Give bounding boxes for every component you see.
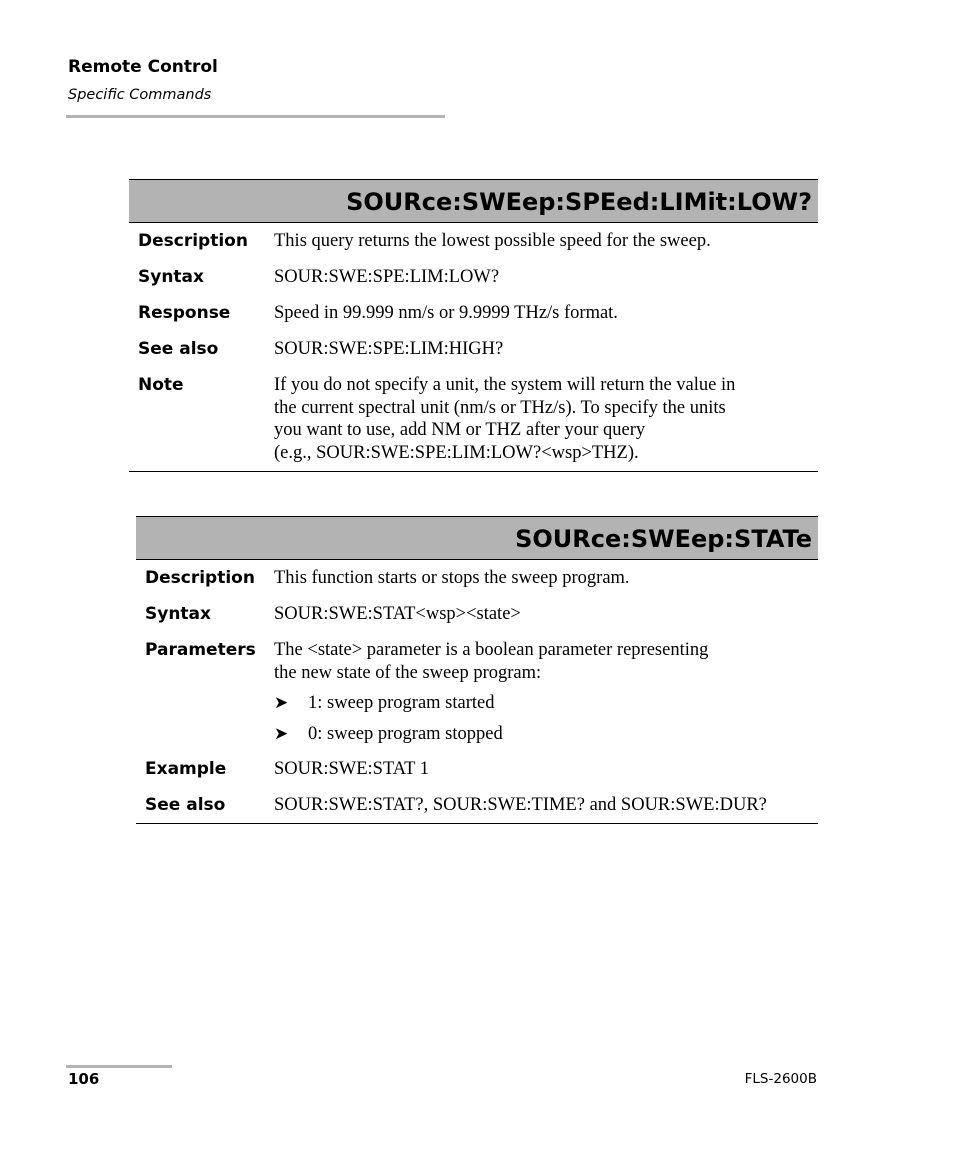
row-label-description: Description [138, 231, 248, 251]
row-label-example: Example [145, 759, 227, 779]
command-section-sweep-state [136, 516, 818, 824]
parameters-line: The <state> parameter is a boolean parameter representing [274, 640, 709, 660]
footer-rule [66, 1065, 172, 1068]
chapter-title: Remote Control [68, 57, 218, 77]
command-title: SOURce:SWEep:SPEed:LIMit:LOW? [129, 179, 818, 223]
bullet-item [274, 723, 708, 746]
row-label-syntax: Syntax [145, 604, 211, 624]
row-value-see-also: SOUR:SWE:STAT?, SOUR:SWE:TIME? and SOUR:SWE:DUR? [274, 795, 767, 815]
row-value-see-also: SOUR:SWE:SPE:LIM:HIGH? [274, 339, 504, 359]
command-title: SOURce:SWEep:STATe [136, 516, 818, 560]
row-label-see-also: See also [138, 339, 219, 359]
bullet-item [274, 692, 708, 715]
row-value-description: This query returns the lowest possible speed for the sweep. [274, 231, 711, 251]
note-line: you want to use, add NM or THZ after your query [274, 420, 646, 440]
page-number: 106 [68, 1070, 100, 1088]
arrow-bullet-icon: ➤ [274, 723, 289, 744]
row-label-syntax: Syntax [138, 267, 204, 287]
row-label-parameters: Parameters [145, 640, 256, 660]
row-value-parameters [274, 639, 708, 745]
product-model: FLS-2600B [744, 1071, 817, 1087]
row-value-response: Speed in 99.999 nm/s or 9.9999 THz/s format. [274, 303, 618, 323]
note-line: (e.g., SOUR:SWE:SPE:LIM:LOW?<wsp>THZ). [274, 442, 639, 463]
row-label-see-also: See also [145, 795, 226, 815]
note-line: the current spectral unit (nm/s or THz/s). To specify the units [274, 397, 726, 418]
bullet-text: 1: sweep program started [308, 693, 495, 713]
chapter-subtitle: Specific Commands [68, 87, 212, 103]
section-bottom-rule [129, 471, 818, 472]
row-value-note [274, 374, 735, 464]
row-label-note: Note [138, 375, 184, 395]
parameters-line: the new state of the sweep program: [274, 662, 542, 683]
row-label-response: Response [138, 303, 231, 323]
row-value-example: SOUR:SWE:STAT 1 [274, 759, 429, 779]
arrow-bullet-icon: ➤ [274, 693, 289, 713]
note-line: If you do not specify a unit, the system will return the value in [274, 375, 736, 395]
row-value-syntax: SOUR:SWE:SPE:LIM:LOW? [274, 267, 500, 287]
bullet-text: 0: sweep program stopped [308, 723, 503, 744]
row-value-syntax: SOUR:SWE:STAT<wsp><state> [274, 604, 521, 624]
header-rule [66, 115, 445, 118]
row-value-description: This function starts or stops the sweep program. [274, 568, 630, 588]
row-label-description: Description [145, 568, 255, 588]
command-section-speed-limit-low [129, 179, 818, 472]
section-bottom-rule [136, 823, 818, 824]
